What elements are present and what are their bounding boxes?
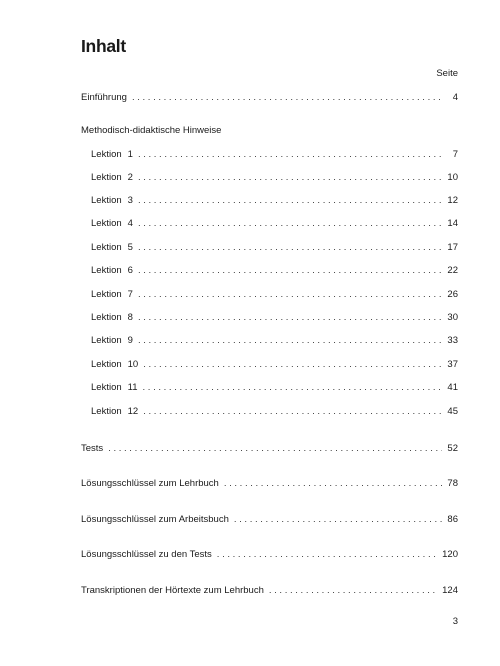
dot-leader [138, 312, 442, 323]
dot-leader [138, 242, 442, 253]
dot-leader [138, 195, 442, 206]
toc-entry-lektion[interactable] [91, 312, 458, 326]
toc-entry-lektion[interactable] [91, 242, 458, 256]
dot-leader [269, 585, 437, 596]
lektion-label: Lektion [91, 242, 122, 253]
lektion-number: 10 [127, 359, 139, 370]
lektion-number: 12 [127, 406, 139, 417]
toc-entry-label: Tests [81, 443, 104, 454]
section-heading: Methodisch-didaktische Hinweise [81, 125, 222, 136]
toc-entry-page: 4 [452, 92, 458, 103]
toc-entry-lektion[interactable] [91, 406, 458, 420]
toc-entry-lektion[interactable] [91, 218, 458, 232]
toc-entry-page: 78 [447, 478, 458, 489]
dot-leader [138, 289, 442, 300]
toc-entry-lektion[interactable] [91, 335, 458, 349]
toc-entry-lektion[interactable] [91, 172, 458, 186]
lektion-label: Lektion [91, 406, 122, 417]
lektion-label: Lektion [91, 335, 122, 346]
toc-entry-page: 12 [447, 195, 458, 206]
dot-leader [138, 172, 442, 183]
toc-entry-loesungen-arbeitsbuch[interactable] [81, 514, 458, 528]
lektion-label: Lektion [91, 382, 122, 393]
toc-entry-page: 17 [447, 242, 458, 253]
toc-entry-page: 45 [447, 406, 458, 417]
page-number: 3 [452, 616, 458, 627]
dot-leader [224, 478, 443, 489]
toc-entry-page: 120 [442, 549, 458, 560]
toc-entry-tests[interactable] [81, 443, 458, 457]
lektion-label: Lektion [91, 195, 122, 206]
toc-entry-label: Lösungsschlüssel zu den Tests [81, 549, 212, 560]
toc-entry-page: 14 [447, 218, 458, 229]
dot-leader [234, 514, 443, 525]
toc-entry-page: 22 [447, 265, 458, 276]
lektion-label: Lektion [91, 218, 122, 229]
lektion-label: Lektion [91, 312, 122, 323]
toc-entry-page: 10 [447, 172, 458, 183]
toc-entry-einfuehrung[interactable] [81, 92, 458, 106]
dot-leader [138, 218, 442, 229]
toc-entry-page: 52 [447, 443, 458, 454]
toc-entry-label: Lösungsschlüssel zum Arbeitsbuch [81, 514, 229, 525]
lektion-number: 7 [127, 289, 133, 300]
lektion-label: Lektion [91, 265, 122, 276]
dot-leader [108, 443, 442, 454]
lektion-label: Lektion [91, 359, 122, 370]
page-column-label: Seite [436, 68, 458, 79]
lektion-number: 2 [127, 172, 133, 183]
toc-entry-page: 33 [447, 335, 458, 346]
toc-entry-transkriptionen[interactable] [81, 585, 458, 599]
toc-entry-page: 41 [447, 382, 458, 393]
toc-entry-lektion[interactable] [91, 265, 458, 279]
dot-leader [132, 92, 443, 103]
dot-leader [143, 359, 442, 370]
toc-entry-page: 26 [447, 289, 458, 300]
toc-entry-label: Einführung [81, 92, 127, 103]
toc-entry-lektion[interactable] [91, 359, 458, 373]
toc-entry-lektion[interactable] [91, 195, 458, 209]
toc-entry-page: 37 [447, 359, 458, 370]
toc-entry-label: Transkriptionen der Hörtexte zum Lehrbuch [81, 585, 264, 596]
lektion-number: 3 [127, 195, 133, 206]
dot-leader [138, 265, 442, 276]
dot-leader [143, 406, 442, 417]
lektion-number: 11 [127, 382, 138, 393]
lektion-number: 8 [127, 312, 133, 323]
lektion-number: 4 [127, 218, 133, 229]
toc-entry-lektion[interactable] [91, 382, 458, 396]
toc-entry-loesungen-tests[interactable] [81, 549, 458, 563]
toc-entry-lektion[interactable] [91, 289, 458, 303]
lektion-number: 5 [127, 242, 133, 253]
toc-entry-lektion[interactable] [91, 149, 458, 163]
toc-entry-loesungen-lehrbuch[interactable] [81, 478, 458, 492]
lektion-number: 6 [127, 265, 133, 276]
lektion-label: Lektion [91, 149, 122, 160]
toc-entry-label: Lösungsschlüssel zum Lehrbuch [81, 478, 219, 489]
dot-leader [217, 549, 437, 560]
lektion-number: 9 [127, 335, 133, 346]
page-title: Inhalt [81, 36, 126, 56]
dot-leader [138, 335, 442, 346]
toc-entry-page: 7 [452, 149, 458, 160]
toc-entry-page: 86 [447, 514, 458, 525]
toc-entry-page: 124 [442, 585, 458, 596]
lektion-number: 1 [127, 149, 133, 160]
lektion-label: Lektion [91, 172, 122, 183]
dot-leader [143, 382, 443, 393]
dot-leader [138, 149, 443, 160]
lektion-label: Lektion [91, 289, 122, 300]
toc-entry-page: 30 [447, 312, 458, 323]
